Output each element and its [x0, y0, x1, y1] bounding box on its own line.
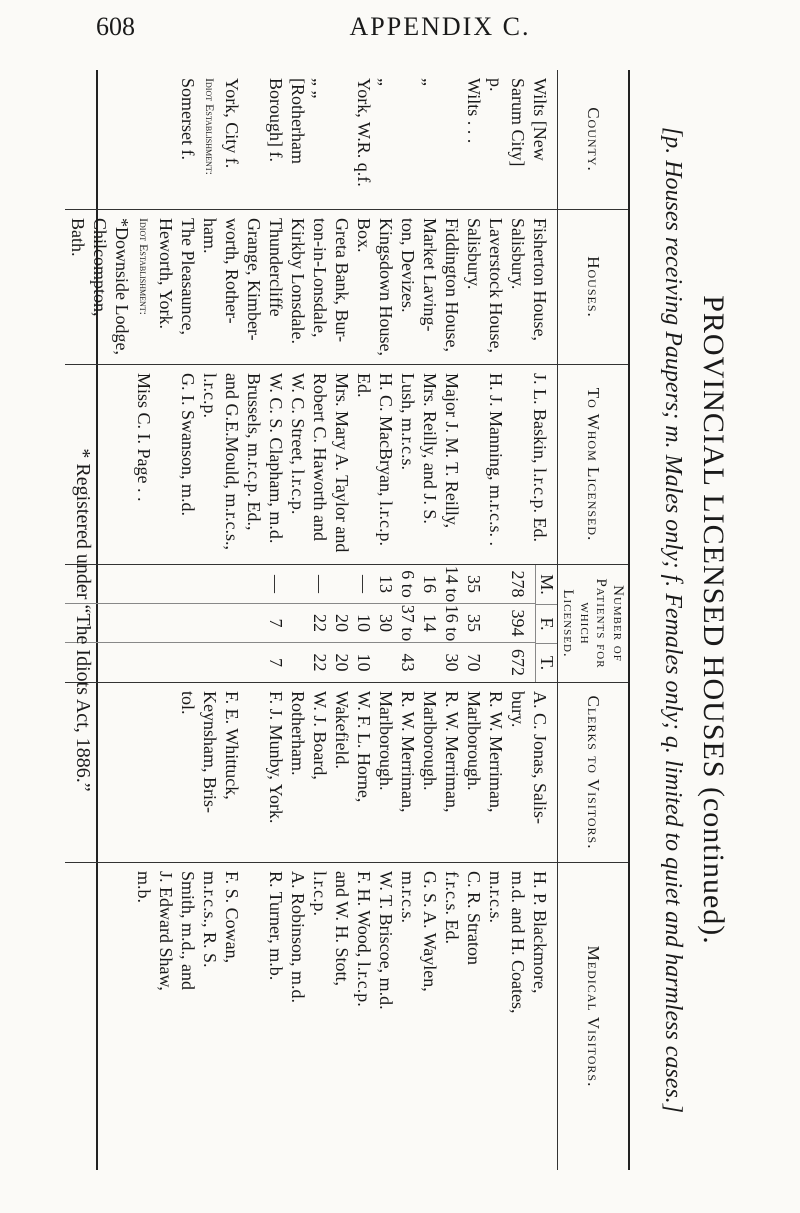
licensed-column [65, 365, 628, 565]
visitors-header: Medical Visitors. [557, 863, 628, 1170]
female-count: 20 [332, 614, 352, 632]
licensee-line: Mrs. Reilly, and J. S. [420, 373, 440, 524]
house-line: ton, Devizes. [398, 218, 418, 313]
clerks-cell [175, 683, 557, 862]
visitor-line: Smith, m.d., and [178, 871, 198, 991]
clerk-line: Marlborough. [376, 691, 396, 791]
total-header: T. [536, 643, 557, 682]
clerk-line: F. E. Whittuck, [222, 691, 242, 800]
licensee-line: l.r.c.p. [200, 373, 220, 418]
visitor-line: H. P. Blackmore, [530, 871, 550, 994]
county-cell [175, 70, 557, 209]
house-line: worth, Rother- [222, 218, 242, 324]
male-count: 35 [464, 575, 484, 593]
house-line: Chilcompton, [90, 218, 110, 317]
clerk-line: W. J. Board, [310, 691, 330, 780]
female-count: 7 [266, 618, 286, 628]
county-line: „ „ [310, 78, 330, 99]
clerk-line: Marlborough. [464, 691, 484, 791]
house-line: Grange, Kimber- [244, 218, 264, 341]
patients-subheader [535, 565, 557, 682]
male-count: 14 to [442, 565, 462, 603]
houses-column [65, 210, 628, 365]
house-line: Bath. [68, 218, 88, 257]
clerk-line: Marlborough. [420, 691, 440, 791]
clerk-line: R. W. Merriman, [442, 691, 462, 813]
page-number: 608 [96, 12, 135, 41]
house-line: Fiddington House, Market Laving- [420, 218, 462, 353]
rotated-table-region [70, 70, 730, 1170]
visitor-line: f.r.c.s. Ed. [442, 871, 462, 944]
visitor-line: m.d. and H. Coates, [508, 871, 528, 1014]
male-count: — [310, 575, 330, 593]
visitors-column [65, 863, 628, 1170]
patients-column [65, 565, 628, 683]
visitor-line: G. S. A. Waylen, [420, 871, 440, 992]
table-subtitle: [p. Houses receiving Paupers; m. Males only; f. Females only; q. limited to quiet and harmless cases.] [660, 126, 686, 1114]
female-count: 14 [420, 614, 440, 632]
visitor-line: m.r.c.s. [398, 871, 418, 923]
house-line: Greta Bank, Bur- [332, 218, 352, 343]
visitor-line: F. S. Cowan, [222, 871, 242, 964]
total-count: 10 [354, 653, 374, 672]
female-count: 16 to [442, 604, 462, 642]
females-header: F. [536, 604, 557, 643]
male-count: 278 [508, 570, 528, 598]
visitor-line: J. Edward Shaw, [156, 871, 176, 991]
county-line: „ [376, 78, 396, 86]
total-count: 672 [508, 649, 528, 676]
licensee-line: J. L. Baskin, l.r.c.p. Ed. [530, 373, 550, 542]
visitor-line: A. Robinson, m.d. [288, 871, 308, 1004]
footnote: * Registered under “The Idiots Act, 1886.” [72, 448, 94, 792]
totals-values [65, 643, 535, 682]
running-head: APPENDIX C. [349, 12, 531, 41]
visitor-line: F. H. Wood, l.r.c.p. [354, 871, 374, 1007]
county-line: Wilts . . . [464, 78, 484, 144]
page-header [0, 0, 800, 48]
licensee-line: Ed. [354, 373, 374, 398]
house-line: *Downside Lodge, [112, 218, 132, 355]
house-line: Kirkby Lonsdale. [288, 218, 308, 344]
house-line: Fisherton House, Salisbury. [508, 218, 550, 341]
males-header: M. [537, 574, 557, 595]
females-values [65, 604, 535, 643]
patients-header: Number of Patients for which Licensed. [557, 565, 628, 682]
female-count: 394 [508, 609, 528, 637]
total-count: 20 [332, 653, 352, 672]
licensee-line: Mrs. Mary A. Taylor and [332, 373, 352, 553]
county-line: p. [486, 78, 506, 92]
licensee-line: Miss C. I. Page . . [134, 373, 154, 502]
visitors-cell [131, 863, 557, 1170]
county-line: York, City f. [222, 78, 242, 169]
male-count: 6 to [398, 570, 418, 598]
clerk-line: A. C. Jonas, Salis- [530, 691, 550, 825]
house-line: ton-in-Lonsdale, [310, 218, 330, 338]
licensee-line: Lush, m.r.c.s. [398, 373, 418, 470]
total-count: 43 [398, 653, 418, 672]
clerk-line: tol. [178, 691, 198, 715]
total-count: 70 [464, 653, 484, 672]
visitor-line: l.r.c.p. [310, 871, 330, 916]
county-line: Somerset f. [178, 78, 198, 160]
visitor-line: m.r.c.s., R. S. [200, 871, 220, 968]
houses-cell [65, 210, 557, 364]
house-line: Thundercliffe [266, 218, 286, 317]
licensee-line: and G.E.Mould, m.r.c.s., [222, 373, 242, 550]
total-count: 7 [266, 658, 286, 667]
licensed-header: To Whom Licensed. [557, 365, 628, 564]
male-count: 13 [376, 575, 396, 593]
male-count: 16 [420, 575, 440, 593]
males-values [65, 565, 535, 604]
female-count: 35 [464, 614, 484, 632]
male-count: — [354, 575, 374, 593]
licensee-line: Robert C. Haworth and [310, 373, 330, 541]
clerks-column [65, 683, 628, 863]
county-column [65, 70, 628, 210]
table-title: PROVINCIAL LICENSED HOUSES (continued). [697, 295, 730, 945]
house-line: Idiot Establishment: [137, 218, 151, 316]
county-line: York, W.R. q.f. [354, 78, 374, 187]
house-line: ham. [200, 218, 220, 254]
houses-header: Houses. [557, 210, 628, 364]
licensee-line: Brussels, m.r.c.p. Ed., [244, 373, 264, 531]
clerk-line: Keynsham, Bris- [200, 691, 220, 813]
total-count: 22 [310, 653, 330, 672]
licensee-line: Major J. M. T. Reilly, [442, 373, 462, 529]
clerk-line: W. F. L. Horne, [354, 691, 374, 803]
county-line: „ [420, 78, 440, 86]
house-line: Laverstock House, Salisbury. [464, 218, 506, 353]
visitor-line: m.r.c.s. [486, 871, 506, 923]
female-count: 22 [310, 614, 330, 632]
clerk-line: Rotherham. [288, 691, 308, 776]
clerk-line: R. W. Merriman, [486, 691, 506, 813]
clerk-line: bury. [508, 691, 528, 728]
house-line: The Pleasaunce, [178, 218, 198, 335]
county-line: [Rotherham Borough] f. [266, 78, 308, 164]
clerk-line: F. J. Munby, York. [266, 691, 286, 824]
licensee-line: G. I. Swanson, m.d. [178, 373, 198, 516]
licensed-cell [131, 365, 557, 564]
house-line: Kingsdown House, Box. [354, 218, 396, 356]
county-line: Wilts [New Sarum City] [508, 78, 550, 167]
patients-numbers [65, 565, 535, 682]
visitor-line: m.b. [134, 871, 154, 904]
clerk-line: Wakefield. [332, 691, 352, 770]
licensee-line: H. C. MacBryan, l.r.c.p. [376, 373, 396, 546]
visitor-line: R. Turner, m.b. [266, 871, 286, 981]
house-line: Heworth, York. [156, 218, 176, 330]
total-count: 30 [442, 653, 462, 672]
licensee-line: W. C. Street, l.r.c.p. [288, 373, 308, 515]
female-count: 37 to [398, 604, 418, 642]
clerk-line: R. W. Merriman, [398, 691, 418, 813]
male-count: — [266, 575, 286, 593]
licensee-line: W. C. S. Clapham, m.d. [266, 373, 286, 544]
visitor-line: and W. H. Stott, [332, 871, 352, 987]
female-count: 10 [354, 614, 374, 632]
licensee-line: H. J. Manning, m.r.c.s. . [486, 373, 506, 546]
visitor-line: W. T. Briscoe, m.d. [376, 871, 396, 1010]
clerks-header: Clerks to Visitors. [557, 683, 628, 862]
county-header: County. [557, 70, 628, 209]
county-line: Idiot Establishment: [203, 78, 217, 176]
female-count: 30 [376, 614, 396, 632]
visitor-line: C. R. Straton [464, 871, 484, 966]
